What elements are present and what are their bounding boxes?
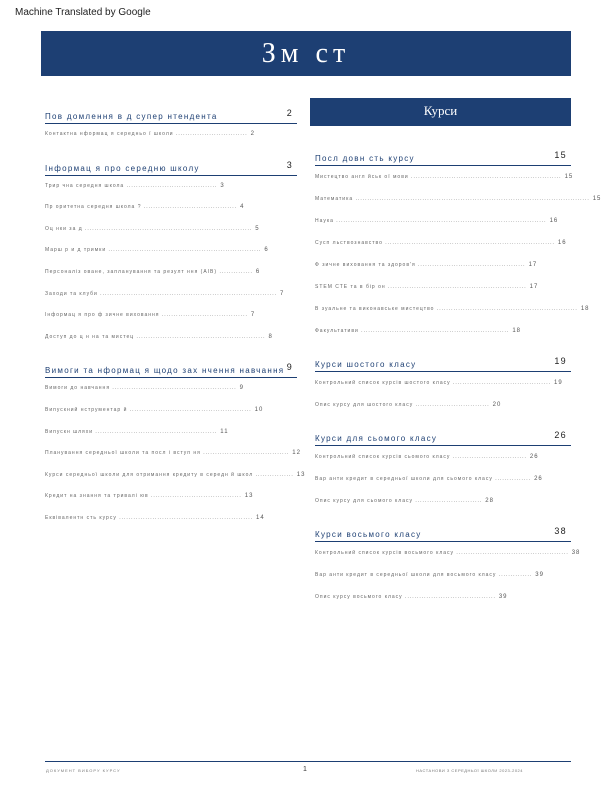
toc-entry-text: Вар анти кредит в середньої школи для сьомого класу ............... <box>315 476 532 482</box>
toc-section-page: 3 <box>286 159 293 170</box>
toc-section-heading[interactable] <box>45 108 297 124</box>
machine-translated-label: Machine Translated by Google <box>15 7 151 18</box>
toc-entry-page: 16 <box>557 240 567 246</box>
toc-entry-text: STEM СТЕ та в бір он .......................................................... <box>315 284 527 290</box>
toc-entry[interactable] <box>315 166 574 188</box>
toc-entry[interactable] <box>45 197 297 219</box>
toc-entry[interactable] <box>45 465 306 487</box>
toc-entry-page: 20 <box>492 402 502 408</box>
footer-divider <box>45 761 571 762</box>
toc-section <box>315 526 581 608</box>
toc-entry-page: 38 <box>571 550 581 556</box>
toc-entry-text: Пр оритетна середня школа ? ....................................... <box>45 204 238 211</box>
toc-entry-page: 17 <box>529 284 539 290</box>
toc-entry-page: 6 <box>264 247 269 254</box>
toc-section-heading[interactable] <box>315 150 571 166</box>
toc-entry-text: Мистецтво англ йськ ої мови ............................................................... <box>315 174 562 180</box>
toc-entry[interactable] <box>315 564 571 586</box>
toc-entry-text: Наука ........................................................................................ <box>315 218 547 224</box>
toc-entry-text: Заходи та клуби .......................................................................... <box>45 290 277 297</box>
toc-entry[interactable] <box>45 176 297 198</box>
toc-entry-text: Еквівалентн сть курсу ........................................................ <box>45 514 254 521</box>
toc-entry-text: Випускн шляхи ................................................... <box>45 428 218 435</box>
toc-entry-text: Випускний нструментар й ................................................... <box>45 406 252 413</box>
toc-section-heading[interactable] <box>315 526 571 542</box>
toc-entry[interactable] <box>45 378 297 400</box>
toc-section <box>45 108 297 146</box>
toc-section <box>315 356 571 416</box>
toc-section-title: Курси восьмого класу <box>315 530 422 539</box>
toc-section-title: Вимоги та нформац я щодо зах нчення навчання <box>45 366 285 376</box>
toc-entry-page: 19 <box>553 380 563 386</box>
toc-entry[interactable] <box>45 400 297 422</box>
toc-section-page: 26 <box>554 430 567 440</box>
toc-section <box>315 430 571 512</box>
toc-entry[interactable] <box>45 124 297 146</box>
toc-entry-page: 6 <box>255 268 261 275</box>
right-column <box>315 150 602 622</box>
page-title-banner <box>41 31 571 76</box>
toc-entry-page: 39 <box>535 572 544 578</box>
toc-entry-text: В зуальне та виконавське мистецтво ........................................................... <box>315 306 578 312</box>
toc-entry-page: 17 <box>528 262 538 268</box>
toc-entry-text: Інформац я про ф зичне виховання .................................... <box>45 312 248 319</box>
toc-section-title: Курси шостого класу <box>315 360 417 369</box>
toc-entry[interactable] <box>315 298 590 320</box>
toc-section <box>45 160 297 349</box>
page-title: Зм ст <box>261 38 351 69</box>
toc-entry-page: 39 <box>498 594 508 600</box>
toc-entry-text: Вимоги до навчання .................................................... <box>45 385 237 392</box>
toc-entry-text: Планування середньої школи та посл і вступ ня .................................... <box>45 450 290 457</box>
toc-entry[interactable] <box>315 468 571 490</box>
toc-section-title: Посл довн сть курсу <box>315 154 415 163</box>
toc-entry-page: 5 <box>255 225 260 232</box>
toc-entry-page: 7 <box>279 290 285 297</box>
toc-section-page: 15 <box>554 150 567 160</box>
toc-entry[interactable] <box>45 443 301 465</box>
toc-entry-text: Контрольний список курсів шостого класу ......................................... <box>315 380 551 386</box>
toc-entry-text: Сусп льствознавство ....................................................................... <box>315 240 555 246</box>
toc-section-heading[interactable] <box>315 430 571 446</box>
toc-entry[interactable] <box>45 219 297 241</box>
toc-entry-page: 13 <box>296 471 306 478</box>
toc-entry-page: 4 <box>240 204 245 211</box>
toc-section-title: Інформац я про середню школу <box>45 163 200 173</box>
toc-entry-text: Курси середньої школи для отримання кредиту в середн й школ ................ <box>45 471 294 478</box>
toc-entry-page: 26 <box>534 476 543 482</box>
toc-section-page: 19 <box>554 356 567 366</box>
toc-section-heading[interactable] <box>45 362 297 378</box>
toc-entry[interactable] <box>45 262 297 284</box>
toc-entry[interactable] <box>45 486 297 508</box>
toc-entry-text: Оц нки за д ...................................................................... <box>45 225 253 232</box>
toc-entry[interactable] <box>315 542 581 564</box>
toc-entry[interactable] <box>45 508 297 530</box>
toc-entry-page: 28 <box>485 498 494 504</box>
toc-entry-text: Вар анти кредит в середньої школи для восьмого класу .............. <box>315 572 533 578</box>
toc-entry-page: 11 <box>220 428 229 435</box>
toc-entry-page: 7 <box>250 312 256 319</box>
courses-banner <box>310 98 571 126</box>
toc-section <box>45 362 306 529</box>
toc-entry-text: Персоналіз оване, запланування та резулт ння (АІВ) .............. <box>45 268 253 275</box>
toc-entry-page: 8 <box>268 333 273 340</box>
toc-entry[interactable] <box>315 394 571 416</box>
toc-section-page: 38 <box>554 526 567 536</box>
toc-entry-page: 3 <box>220 182 225 189</box>
footer-left-text: ДОКУМЕНТ ВИБОРУ КУРСУ <box>46 768 121 773</box>
toc-entry-text: Трир чна середня школа ...................................... <box>45 182 218 189</box>
toc-section-title: Пов домлення в д супер нтендента <box>45 112 218 121</box>
toc-entry-text: Факультативи .............................................................. <box>315 328 510 334</box>
toc-entry[interactable] <box>315 254 571 276</box>
toc-section-page: 9 <box>286 362 293 373</box>
toc-entry-text: Доступ до ц н на та мистец ...................................................... <box>45 333 266 340</box>
toc-entry[interactable] <box>315 490 571 512</box>
toc-entry-page: 18 <box>512 328 521 334</box>
toc-entry-text: Опис курсу для сьомого класу ............................ <box>315 498 483 504</box>
toc-entry-page: 15 <box>564 174 574 180</box>
toc-entry-page: 16 <box>549 218 559 224</box>
toc-section <box>315 150 602 342</box>
toc-section-page: 2 <box>286 108 293 118</box>
toc-entry-page: 26 <box>529 454 539 460</box>
toc-section-title: Курси для сьомого класу <box>315 434 438 443</box>
toc-entry-text: Опис курсу для шостого класу ............................... <box>315 402 490 408</box>
toc-entry-text: Ф зичне виховання та здоров'я ............................................. <box>315 262 526 268</box>
toc-entry[interactable] <box>315 210 571 232</box>
toc-entry-page: 10 <box>254 406 264 413</box>
toc-entry-page: 13 <box>244 493 254 500</box>
toc-entry[interactable] <box>315 276 571 298</box>
toc-entry-page: 18 <box>580 306 590 312</box>
toc-entry[interactable] <box>315 188 602 210</box>
footer-right-text: НАСТАНОВИ З СЕРЕДНЬОЇ ШКОЛИ 2023-2024 <box>416 768 524 773</box>
toc-entry-page: 15 <box>592 196 602 202</box>
toc-entry[interactable] <box>315 586 571 608</box>
left-column <box>45 108 306 544</box>
toc-entry-text: Опис курсу восьмого класу ...................................... <box>315 594 496 600</box>
toc-section-heading[interactable] <box>315 356 571 372</box>
toc-entry-text: Контрольний список курсів восьмого класу ............................................... <box>315 550 569 556</box>
toc-entry[interactable] <box>45 422 297 444</box>
toc-entry-page: 2 <box>250 131 255 137</box>
toc-entry-text: Кредит на знання та тривалі юв ...................................... <box>45 493 242 500</box>
toc-entry-page: 12 <box>292 450 301 457</box>
toc-entry[interactable] <box>45 327 297 349</box>
toc-entry[interactable] <box>45 284 297 306</box>
toc-section-heading[interactable] <box>45 160 297 176</box>
toc-entry[interactable] <box>315 446 571 468</box>
courses-banner-label: Курси <box>423 103 458 118</box>
toc-entry-text: Контактна нформац я середньо ї школи .............................. <box>45 131 248 137</box>
toc-entry-page: 14 <box>256 514 265 521</box>
toc-entry-text: Марш р и д тримки ................................................................ <box>45 247 262 254</box>
toc-entry-text: Контрольний список курсів сьомого класу ............................... <box>315 454 527 460</box>
page-number: 1 <box>303 766 307 773</box>
toc-entry[interactable] <box>315 232 571 254</box>
toc-entry-page: 9 <box>239 385 244 392</box>
toc-entry[interactable] <box>315 372 571 394</box>
toc-entry[interactable] <box>45 305 297 327</box>
toc-entry-text: Математика .................................................................................................. <box>315 196 590 202</box>
toc-entry[interactable] <box>315 320 571 342</box>
toc-entry[interactable] <box>45 240 297 262</box>
